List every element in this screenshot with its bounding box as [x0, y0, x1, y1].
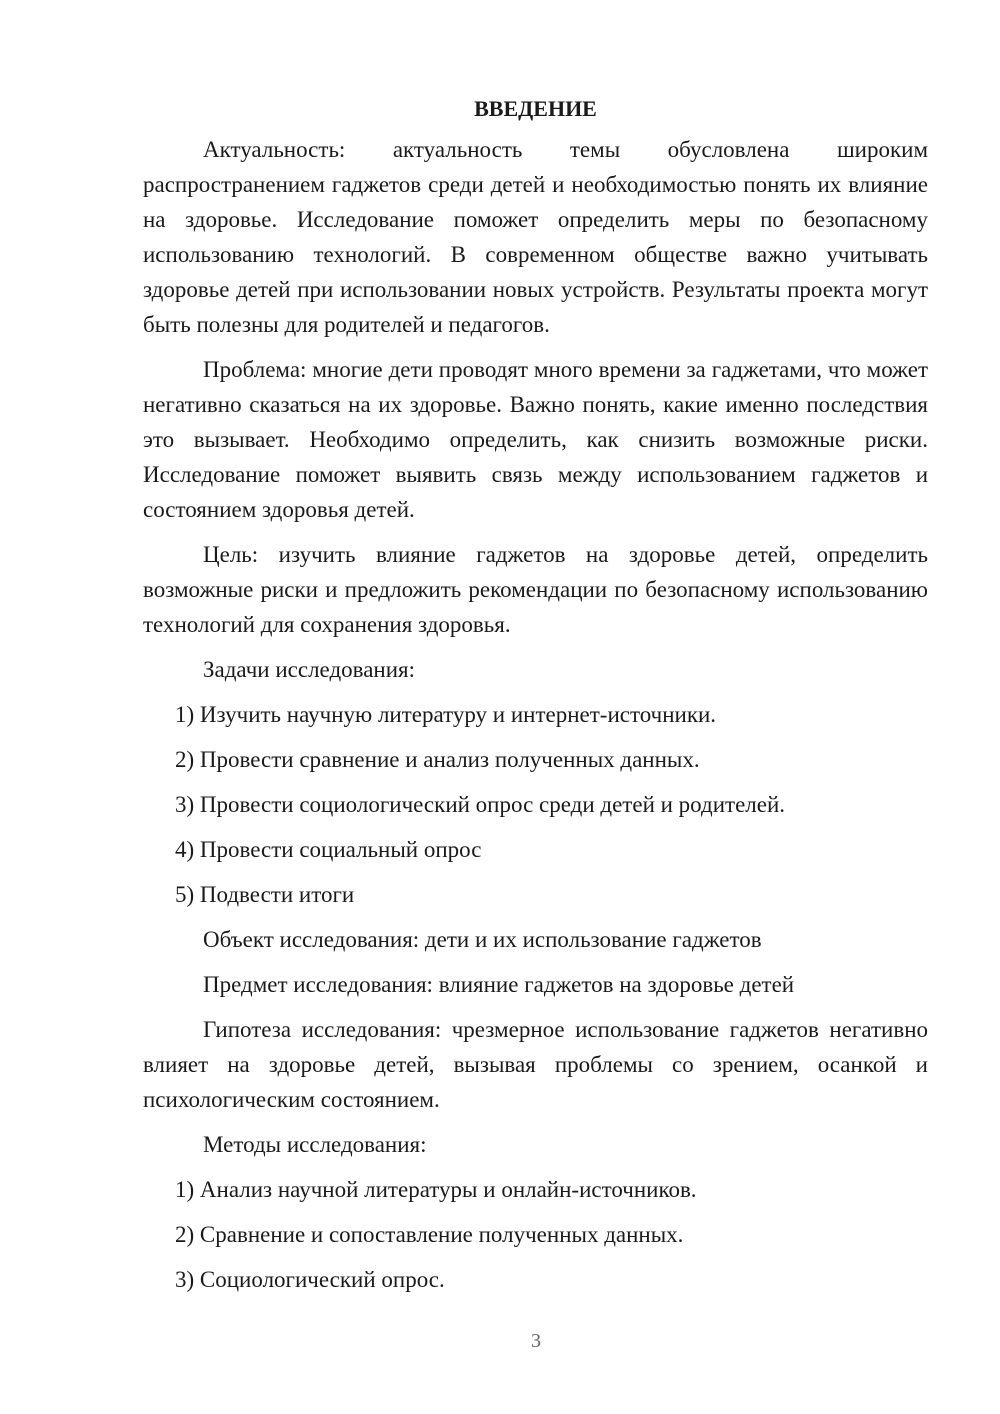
task-item: 4) Провести социальный опрос	[175, 837, 482, 862]
method-item: 1) Анализ научной литературы и онлайн-источников.	[175, 1177, 697, 1202]
task-item: 2) Провести сравнение и анализ полученных данных.	[175, 747, 700, 772]
section-title: ВВЕДЕНИЕ	[474, 96, 597, 121]
method-item: 3) Социологический опрос.	[175, 1267, 445, 1292]
page-body	[143, 92, 928, 1307]
task-item: 5) Подвести итоги	[175, 882, 355, 907]
task-item: 3) Провести социологический опрос среди детей и родителей.	[175, 792, 786, 817]
task-item: 1) Изучить научную литературу и интернет-источники.	[175, 702, 717, 727]
tasks-heading: Задачи исследования:	[203, 657, 416, 682]
methods-list	[143, 1172, 928, 1297]
method-item: 2) Сравнение и сопоставление полученных данных.	[175, 1222, 684, 1247]
page-number: 3	[531, 1330, 541, 1352]
methods-heading: Методы исследования:	[203, 1132, 427, 1157]
relevance-paragraph: Актуальность: актуальность темы обусловлена широким распространением гаджетов среди детей и необходимостью понять их влияние на здоровье. Исследование поможет определить меры по безопасному использованию технологий. В современном обществе важно учитывать здоровье детей при использовании новых устройств. Результаты проекта могут быть полезны для родителей и педагогов.	[143, 137, 928, 337]
object-line: Объект исследования: дети и их использование гаджетов	[203, 927, 762, 952]
goal-paragraph: Цель: изучить влияние гаджетов на здоровье детей, определить возможные риски и предложить рекомендации по безопасному использованию технологий для сохранения здоровья.	[143, 542, 928, 637]
subject-line: Предмет исследования: влияние гаджетов на здоровье детей	[203, 972, 795, 997]
problem-paragraph: Проблема: многие дети проводят много времени за гаджетами, что может негативно сказаться на их здоровье. Важно понять, какие именно последствия это вызывает. Необходимо определить, как снизить возможные риски. Исследование поможет выявить связь между использованием гаджетов и состоянием здоровья детей.	[143, 357, 928, 522]
tasks-list	[143, 697, 928, 912]
hypothesis-paragraph: Гипотеза исследования: чрезмерное использование гаджетов негативно влияет на здоровье детей, вызывая проблемы со зрением, осанкой и психологическим состоянием.	[143, 1017, 928, 1112]
